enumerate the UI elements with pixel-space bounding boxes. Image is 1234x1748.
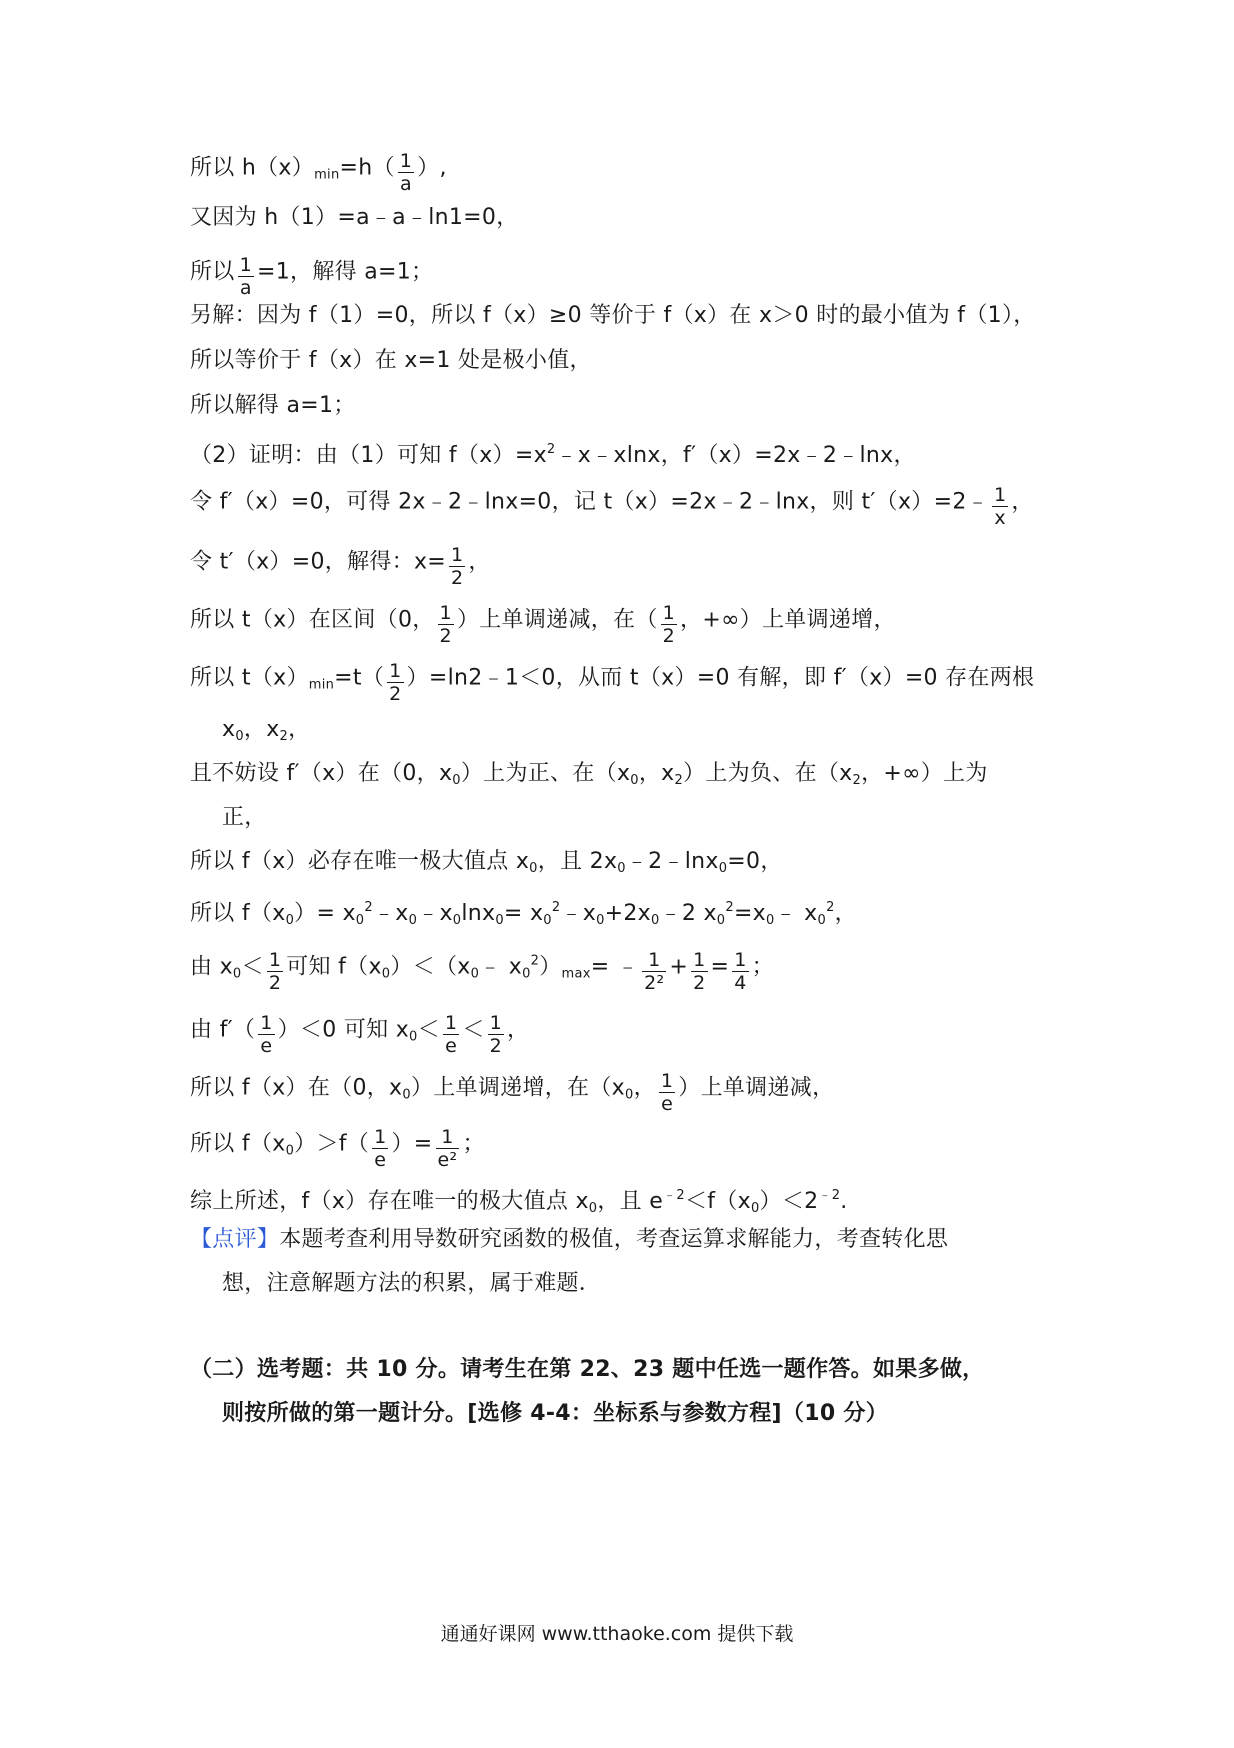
solution-line-10: 所以 t（x）在区间（0， $\frac{1}{2}$ ）上单调递减，在（ $\frac{1}{2}$ ，+∞）上单调递增， <box>190 602 896 647</box>
solution-line-13: 且不妨设 f′（x）在（0，$x_0$）上为正、在（$x_0$，$x_2$）上为负、在（$x_2$，+∞）上为 <box>190 761 988 788</box>
solution-line-20: 所以 $f(x_0)>f$（ $\frac{1}{e}$ ）= $\frac{1}{\text{e²}}$ ； <box>190 1126 485 1171</box>
fraction: $\frac{1}{e}$ <box>374 1126 387 1171</box>
fraction: $\frac{1}{4}$ <box>734 949 747 994</box>
fraction: $\frac{1}{e}$ <box>260 1012 273 1057</box>
solution-line-4: 另解：因为 f（1）=0，所以 f（x）≥0 等价于 f（x）在 x＞0 时的最小值为 f（1）， <box>190 303 1036 328</box>
comment-tag: 【点评】 <box>190 1227 280 1252</box>
solution-line-5: 所以等价于 f（x）在 x=1 处是极小值， <box>190 348 592 373</box>
fraction: $\frac{1}{\text{e²}}$ <box>437 1126 458 1171</box>
fraction: $\frac{1}{x}$ <box>993 484 1007 529</box>
solution-line-14: 正， <box>222 805 267 830</box>
fraction: $\frac{1}{2}$ <box>268 949 282 994</box>
solution-line-15: 所以 f（x）必存在唯一极大值点 $x_0$，且 $2x_0﹣2﹣\ln x_0=0$， <box>190 849 783 876</box>
solution-line-7: （2）证明：由（1）可知 $f(x)=x^2﹣x﹣xlnx$，f′（x）=2x﹣2﹣lnx， <box>190 442 916 468</box>
fraction: $\frac{1}{2}$ <box>489 1012 503 1057</box>
fraction: $\frac{1}{2}$ <box>439 602 452 647</box>
comment-line-2: 想，注意解题方法的积累，属于难题． <box>222 1271 602 1296</box>
page-footer: 通通好课网 www.tthaoke.com 提供下载 <box>440 1623 794 1645</box>
solution-line-1: 所以 $h(x)_{min}=h$（ $\frac{1}{a}$ ）, <box>190 150 447 195</box>
fraction: $\frac{1}{\text{2²}}$ <box>644 949 665 994</box>
section-heading-line-2: 则按所做的第一题计分。[选修 4-4：坐标系与参数方程]（10 分） <box>222 1401 888 1426</box>
solution-line-18: 由 f′（ $\frac{1}{e}$ ）＜0 可知 $x_0<$ $\frac{1}{e}$ ＜ $\frac{1}{2}$ ， <box>190 1012 530 1057</box>
comment-line-1: 【点评】本题考查利用导数研究函数的极值，考查运算求解能力，考查转化思 <box>190 1227 949 1252</box>
section-heading-line-1: （二）选考题：共 10 分。请考生在第 22、23 题中任选一题作答。如果多做， <box>190 1357 985 1382</box>
fraction: $\frac{1}{2}$ <box>389 660 402 705</box>
solution-line-6: 所以解得 a=1； <box>190 393 356 418</box>
solution-line-11: 所以 $t(x)_{min}=t$（ $\frac{1}{2}$ ）=ln2﹣1＜0，从而 t（x）=0 有解，即 f′（x）=0 存在两根 <box>190 660 1035 705</box>
fraction: $\frac{1}{e}$ <box>660 1070 674 1115</box>
fraction: $\frac{1}{2}$ <box>662 602 676 647</box>
solution-line-12: $x_0$，$x_2$， <box>222 717 311 744</box>
fraction: $\frac{1}{2}$ <box>451 544 464 589</box>
solution-line-19: 所以 f（x）在（0，$x_0$）上单调递增，在（$x_0$， $\frac{1}{e}$ ）上单调递减， <box>190 1070 835 1115</box>
solution-line-8: 令 f′（x）=0，可得 2x﹣2﹣lnx=0，记 t（x）=2x﹣2﹣lnx，则 t′（x）=2﹣ $\frac{1}{x}$ ， <box>190 484 1034 529</box>
solution-line-9: 令 t′（x）=0，解得：x= $\frac{1}{2}$ ， <box>190 544 491 589</box>
solution-line-2: 又因为 h（1）=a﹣a﹣ln1=0， <box>190 205 519 230</box>
fraction: $\frac{1}{a}$ <box>399 150 413 195</box>
solution-line-21: 综上所述，f（x）存在唯一的极大值点 $x_0$，且 $e^{﹣2}<f(x_0)<2^{﹣2}$. <box>190 1188 848 1216</box>
solution-line-17: 由 $x_0<$ $\frac{1}{2}$ 可知 $f(x_0)<(x_0﹣$ $x_0^2)_{max}=$ ﹣ $\frac{1}{\text{2²}}$ + $\frac{1}{2}$ = $\frac{1}{4}$ ； <box>190 949 774 994</box>
solution-line-3: 所以 $\frac{1}{a}$ =1，解得 a=1； <box>190 254 434 299</box>
fraction: $\frac{1}{e}$ <box>444 1012 458 1057</box>
fraction: $\frac{1}{a}$ <box>239 254 252 299</box>
fraction: $\frac{1}{2}$ <box>693 949 706 994</box>
solution-line-16: 所以 $f(x_0)=$ $x_0^2﹣x_0﹣x_0\ln x_0=$ $x_0^2﹣x_0+2x_0﹣2$ $x_0^2=x_0﹣$ $x_0^2$， <box>190 900 857 928</box>
